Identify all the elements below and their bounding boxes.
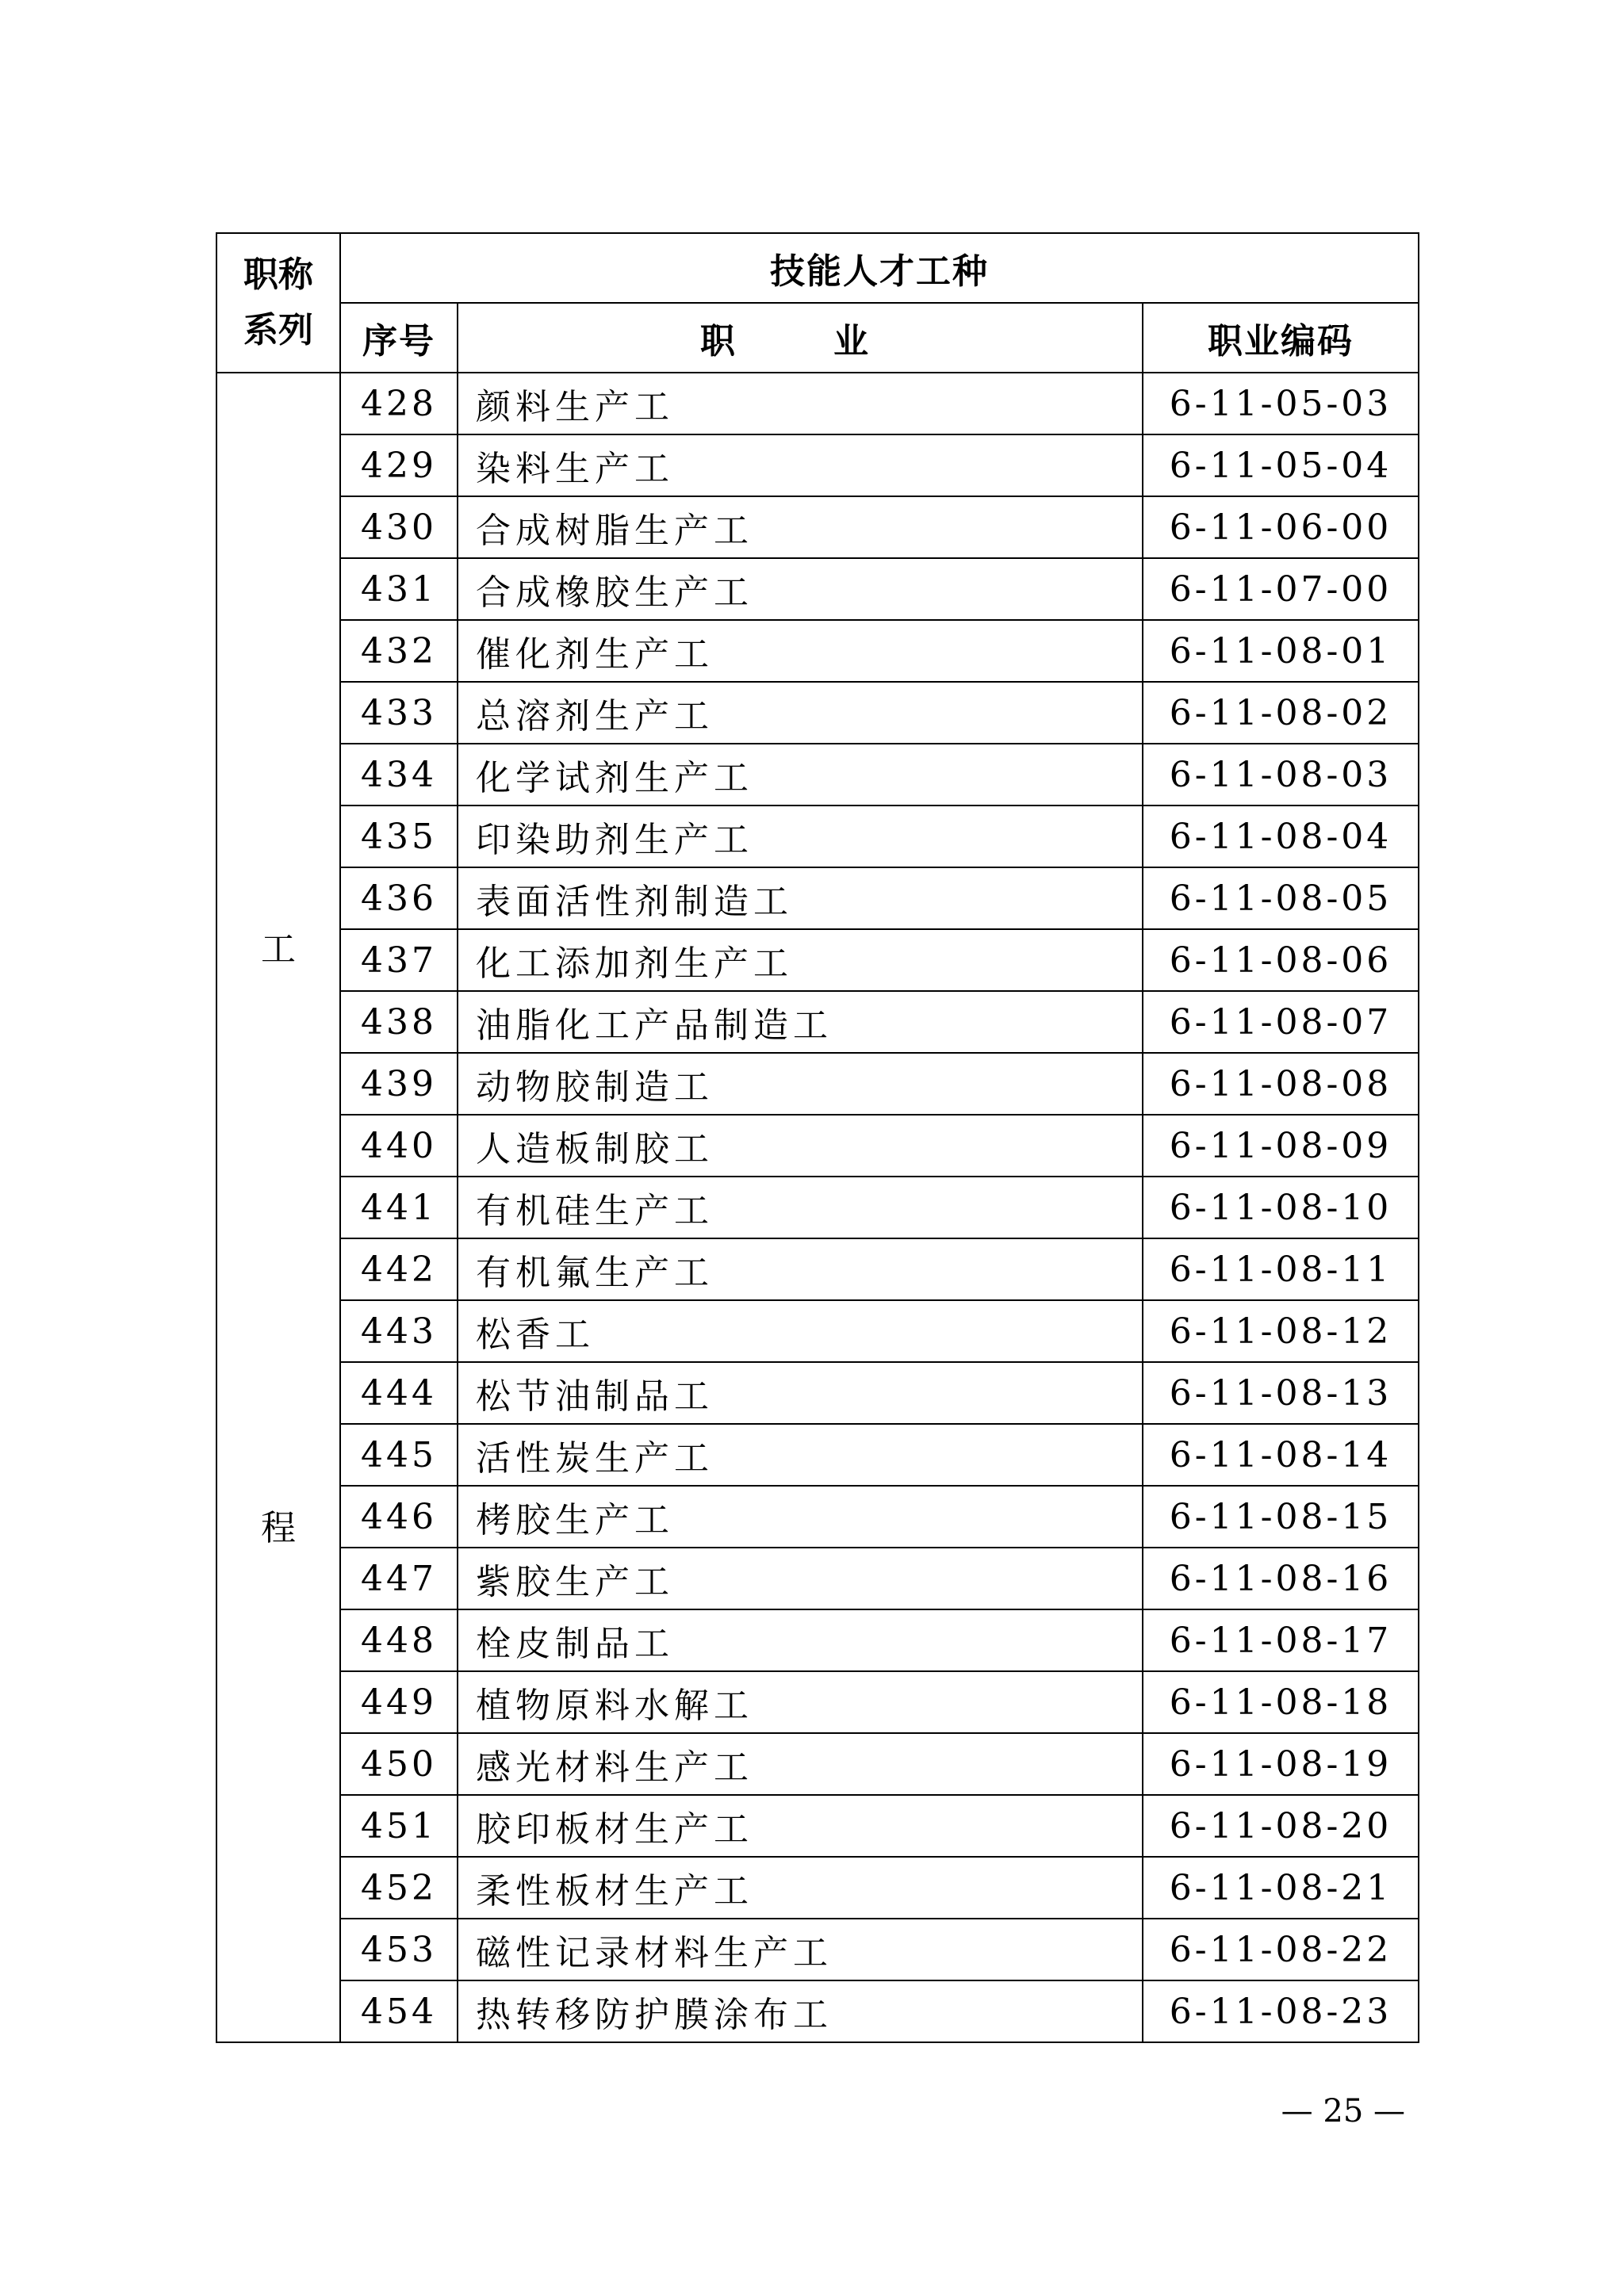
occupation-name: 染料生产工 xyxy=(458,434,1143,496)
table-row xyxy=(216,929,1419,991)
occupation-name: 感光材料生产工 xyxy=(458,1733,1143,1795)
occupation-name: 栲胶生产工 xyxy=(458,1486,1143,1548)
occupation-code: 6-11-08-20 xyxy=(1143,1795,1419,1857)
row-number: 451 xyxy=(340,1795,458,1857)
series-char: 程 xyxy=(261,1508,296,1548)
occupation-name: 紫胶生产工 xyxy=(458,1548,1143,1609)
row-number: 439 xyxy=(340,1053,458,1115)
row-number: 433 xyxy=(340,682,458,744)
occupation-code: 6-11-06-00 xyxy=(1143,496,1419,558)
table-row xyxy=(216,1548,1419,1609)
table-row xyxy=(216,1177,1419,1238)
row-number: 452 xyxy=(340,1857,458,1919)
table-row xyxy=(216,1115,1419,1177)
occupation-name: 动物胶制造工 xyxy=(458,1053,1143,1115)
table-row xyxy=(216,1053,1419,1115)
table-row xyxy=(216,496,1419,558)
row-number: 432 xyxy=(340,620,458,682)
table-row xyxy=(216,620,1419,682)
occupation-name: 胶印板材生产工 xyxy=(458,1795,1143,1857)
header-row-2 xyxy=(216,303,1419,373)
occupation-name: 活性炭生产工 xyxy=(458,1424,1143,1486)
occupation-name: 颜料生产工 xyxy=(458,373,1143,434)
occupation-code: 6-11-08-19 xyxy=(1143,1733,1419,1795)
series-header-line1: 职称 xyxy=(243,254,313,295)
occupation-code: 6-11-08-09 xyxy=(1143,1115,1419,1177)
occupation-name: 印染助剂生产工 xyxy=(458,806,1143,867)
occupation-code: 6-11-08-23 xyxy=(1143,1980,1419,2042)
occupation-name: 柔性板材生产工 xyxy=(458,1857,1143,1919)
occupation-code: 6-11-08-07 xyxy=(1143,991,1419,1053)
occupation-name: 热转移防护膜涂布工 xyxy=(458,1980,1143,2042)
occupation-code: 6-11-08-21 xyxy=(1143,1857,1419,1919)
row-number: 440 xyxy=(340,1115,458,1177)
row-number: 431 xyxy=(340,558,458,620)
occupation-name: 栓皮制品工 xyxy=(458,1609,1143,1671)
occupation-code: 6-11-08-22 xyxy=(1143,1919,1419,1980)
code-column-header: 职业编码 xyxy=(1143,303,1419,373)
table-row xyxy=(216,1980,1419,2042)
occupation-code: 6-11-08-11 xyxy=(1143,1238,1419,1300)
page-number: — 25 — xyxy=(1281,2093,1405,2130)
occupation-code: 6-11-08-14 xyxy=(1143,1424,1419,1486)
occupation-name: 合成树脂生产工 xyxy=(458,496,1143,558)
row-number: 448 xyxy=(340,1609,458,1671)
occupation-name: 油脂化工产品制造工 xyxy=(458,991,1143,1053)
row-number: 444 xyxy=(340,1362,458,1424)
row-number: 447 xyxy=(340,1548,458,1609)
occupation-code: 6-11-08-05 xyxy=(1143,867,1419,929)
occupation-column-header-label: 职 业 xyxy=(700,321,900,362)
table-row xyxy=(216,1424,1419,1486)
occupation-table xyxy=(216,232,1419,2043)
occupation-name: 松香工 xyxy=(458,1300,1143,1362)
occupation-name: 化学试剂生产工 xyxy=(458,744,1143,806)
occupation-code: 6-11-08-15 xyxy=(1143,1486,1419,1548)
occupation-name: 化工添加剂生产工 xyxy=(458,929,1143,991)
row-number: 449 xyxy=(340,1671,458,1733)
occupation-code: 6-11-08-08 xyxy=(1143,1053,1419,1115)
row-number: 436 xyxy=(340,867,458,929)
occupation-code: 6-11-05-04 xyxy=(1143,434,1419,496)
table-row xyxy=(216,1300,1419,1362)
table-row xyxy=(216,744,1419,806)
table-row xyxy=(216,991,1419,1053)
group-title: 技能人才工种 xyxy=(340,233,1419,303)
number-column-header: 序号 xyxy=(340,303,458,373)
row-number: 435 xyxy=(340,806,458,867)
occupation-code: 6-11-08-01 xyxy=(1143,620,1419,682)
table-row xyxy=(216,682,1419,744)
series-header-cell xyxy=(216,233,340,373)
row-number: 441 xyxy=(340,1177,458,1238)
occupation-name: 松节油制品工 xyxy=(458,1362,1143,1424)
header-row-1 xyxy=(216,233,1419,303)
occupation-code: 6-11-08-10 xyxy=(1143,1177,1419,1238)
row-number: 453 xyxy=(340,1919,458,1980)
series-header-line2: 系列 xyxy=(243,310,313,350)
occupation-name: 催化剂生产工 xyxy=(458,620,1143,682)
occupation-code: 6-11-08-02 xyxy=(1143,682,1419,744)
row-number: 442 xyxy=(340,1238,458,1300)
occupation-name: 合成橡胶生产工 xyxy=(458,558,1143,620)
row-number: 428 xyxy=(340,373,458,434)
series-char: 工 xyxy=(261,929,296,970)
table-row xyxy=(216,373,1419,434)
table-row xyxy=(216,1857,1419,1919)
occupation-name: 总溶剂生产工 xyxy=(458,682,1143,744)
table-row xyxy=(216,558,1419,620)
table-row xyxy=(216,1362,1419,1424)
occupation-name: 有机硅生产工 xyxy=(458,1177,1143,1238)
row-number: 430 xyxy=(340,496,458,558)
occupation-name: 人造板制胶工 xyxy=(458,1115,1143,1177)
table-row xyxy=(216,1486,1419,1548)
row-number: 434 xyxy=(340,744,458,806)
table-row xyxy=(216,1795,1419,1857)
table-row xyxy=(216,806,1419,867)
occupation-column-header xyxy=(458,303,1143,373)
occupation-code: 6-11-08-13 xyxy=(1143,1362,1419,1424)
occupation-name: 有机氟生产工 xyxy=(458,1238,1143,1300)
occupation-name: 表面活性剂制造工 xyxy=(458,867,1143,929)
occupation-name: 植物原料水解工 xyxy=(458,1671,1143,1733)
table-row xyxy=(216,434,1419,496)
row-number: 429 xyxy=(340,434,458,496)
row-number: 446 xyxy=(340,1486,458,1548)
table-row xyxy=(216,867,1419,929)
occupation-code: 6-11-08-12 xyxy=(1143,1300,1419,1362)
table-row xyxy=(216,1671,1419,1733)
table-row xyxy=(216,1919,1419,1980)
occupation-code: 6-11-08-16 xyxy=(1143,1548,1419,1609)
occupation-name: 磁性记录材料生产工 xyxy=(458,1919,1143,1980)
row-number: 438 xyxy=(340,991,458,1053)
table-row xyxy=(216,1609,1419,1671)
row-number: 454 xyxy=(340,1980,458,2042)
occupation-code: 6-11-08-06 xyxy=(1143,929,1419,991)
series-cell xyxy=(216,373,340,2042)
table-row xyxy=(216,1238,1419,1300)
row-number: 445 xyxy=(340,1424,458,1486)
occupation-code: 6-11-05-03 xyxy=(1143,373,1419,434)
occupation-code: 6-11-08-18 xyxy=(1143,1671,1419,1733)
row-number: 443 xyxy=(340,1300,458,1362)
occupation-code: 6-11-08-03 xyxy=(1143,744,1419,806)
occupation-code: 6-11-08-17 xyxy=(1143,1609,1419,1671)
row-number: 437 xyxy=(340,929,458,991)
occupation-code: 6-11-08-04 xyxy=(1143,806,1419,867)
table-row xyxy=(216,1733,1419,1795)
row-number: 450 xyxy=(340,1733,458,1795)
occupation-code: 6-11-07-00 xyxy=(1143,558,1419,620)
